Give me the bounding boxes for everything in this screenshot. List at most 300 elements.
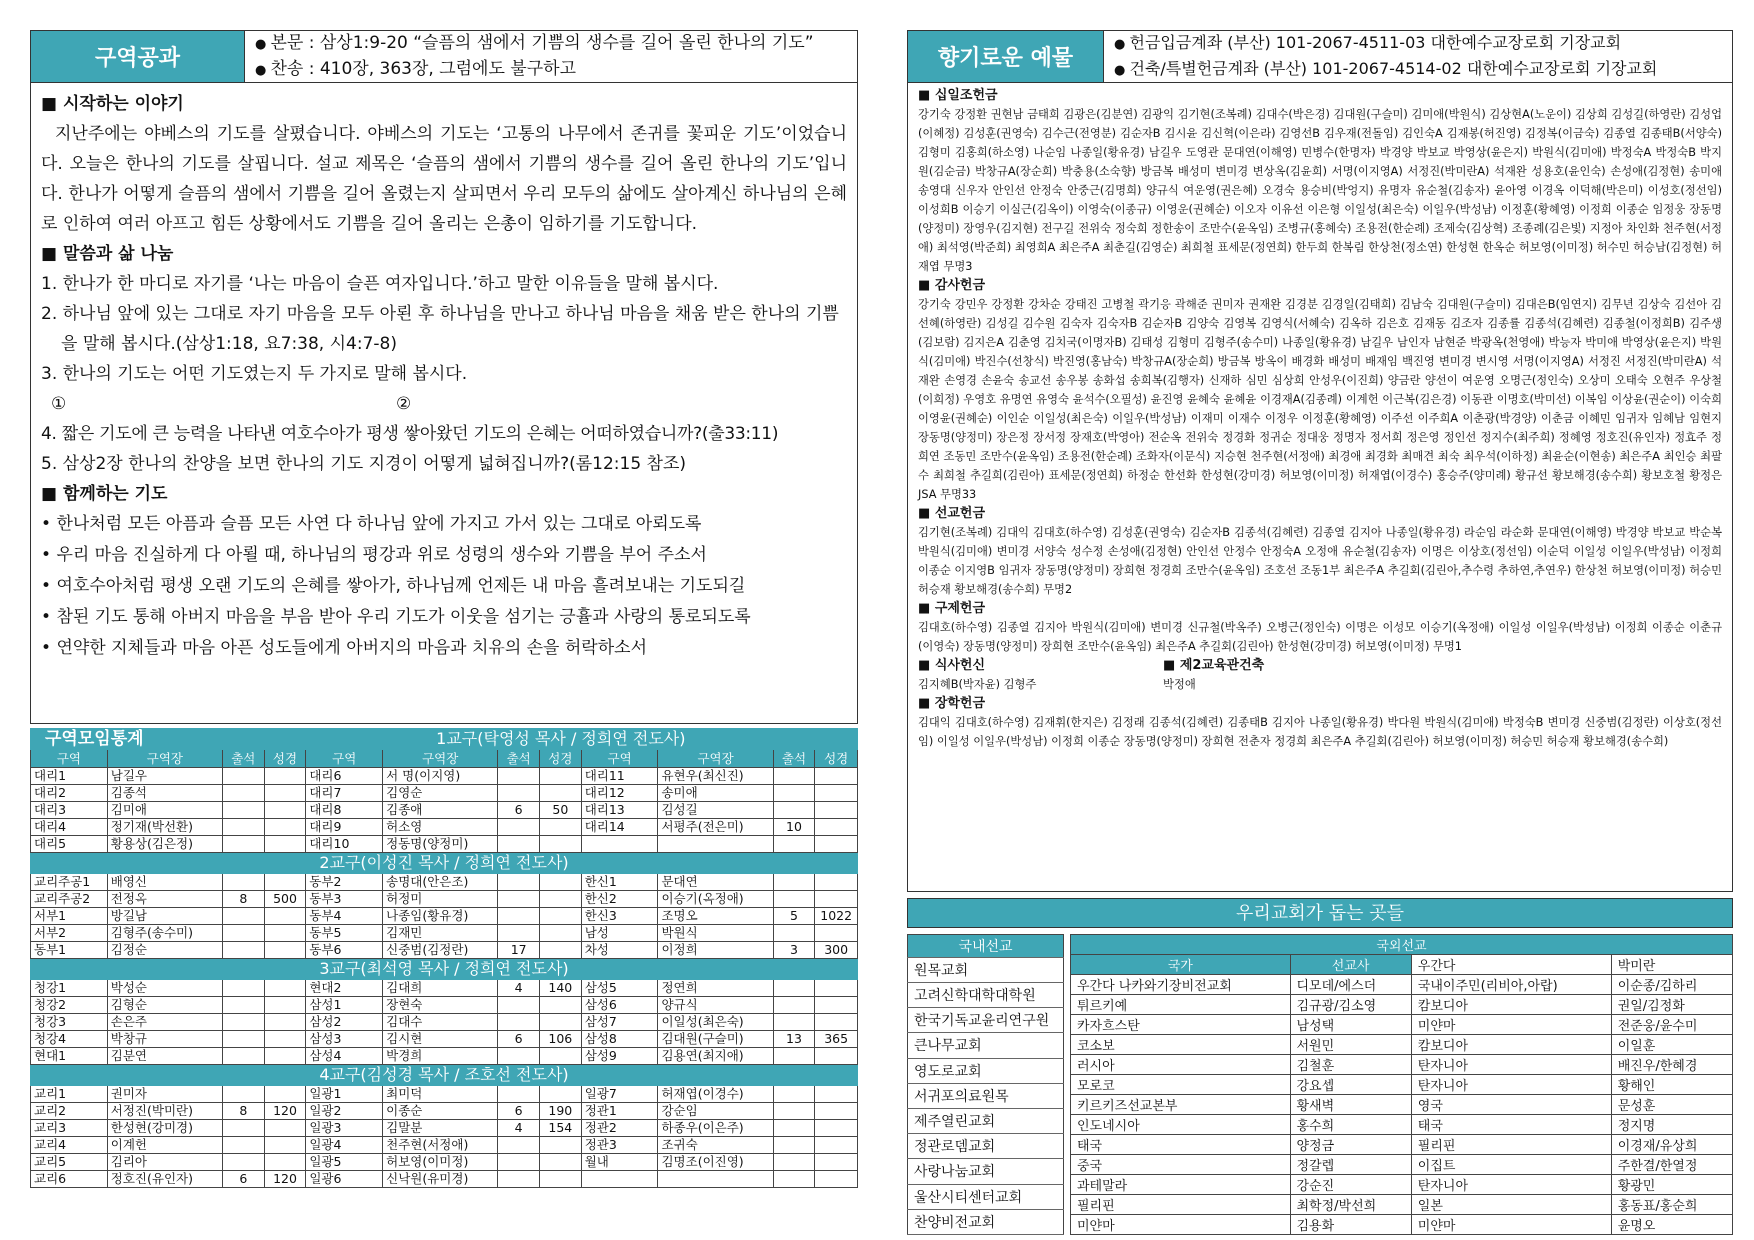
table-cell bbox=[773, 836, 815, 853]
table-cell: 일광2 bbox=[306, 1103, 383, 1120]
table-cell bbox=[264, 1086, 306, 1103]
table-cell: 조명오 bbox=[658, 908, 773, 925]
column-header: 출석 bbox=[773, 750, 815, 768]
table-row bbox=[1071, 1195, 1733, 1215]
column-header: 구역장 bbox=[107, 750, 222, 768]
table-cell bbox=[222, 1014, 264, 1031]
table-row bbox=[31, 1086, 858, 1103]
table-cell bbox=[540, 1048, 582, 1065]
table-cell: 김시현 bbox=[383, 1031, 498, 1048]
table-cell: 3 bbox=[773, 942, 815, 959]
table-cell: 김성길 bbox=[658, 802, 773, 819]
table-cell bbox=[658, 1171, 773, 1188]
table-cell: 남성택 bbox=[1290, 1015, 1411, 1035]
table-cell: 청강4 bbox=[31, 1031, 108, 1048]
table-cell: 모로코 bbox=[1071, 1075, 1291, 1095]
table-cell bbox=[773, 997, 815, 1014]
table-cell: 대리9 bbox=[306, 819, 383, 836]
tithe-names: 강기숙 강정환 권현남 금태희 김광은(김분연) 김광익 김기현(조복례) 김대수(박은경) 김대원(구슬미) 김미애(박원식) 김상현A(노운이) 김상희 김성길(하영란) 김성업(이혜정) 김성훈(권영숙) 김수근(전영분) 김순자B 김시윤 김신혁(이은라) 김영선B 김우재(전돌임) 김인숙A 김재봉(허진영) 김정복(이금숙) 김종열 김종태B(서양숙) 김형미 김홍희(하소영) 나순임 나종일(황유경) 남길우 도영관 문대연(이해영) 민병수(한명자) 박경양 박보교 박영상(윤은지) 박원식(김미애) 박정숙A 박정숙B 박지원(김순금) 박창규A(장순희) 박충용(소숙향) 방금복 배성미 변미경 변상옥(김윤희) 서명(이지영A) 서정진(박미란A) 석재완 성용호(윤인숙) 손성애(김정현) 송미애 송영대 신우자 안인선 안정숙 안중근(김명희) 양규식 여운영(권은혜) 오경숙 용승비(박엉지) 유명자 유순철(김송자) 윤아영 이경옥 이덕해(박은미) 이성호(정선임) 이성희B 이승기 이실근(김옥이) 이영숙(이종규) 이영운(권혜순) 이오자 이유선 이은형 이일성(최은숙) 이일우(박성남) 이정훈(황혜영) 이정희 이종순 임정웅 장동명(양정미) 장영우(김지현) 전구길 전위숙 정숙희 정한송이 조만수(윤옥임) 조병규(홍혜숙) 조용전(한순례) 조제숙(김상혁) 조종례(김은빛) 지정아 차인화 천주현(서정애) 최석영(박준희) 최영희A 최은주A 최춘길(김영순) 최희철 표세문(정연희) 한두희 한복림 한상천(정소연) 한성현 한옥순 허보영(이미정) 허수민 허승남(김정현) 허재엽 무명3 bbox=[918, 108, 1723, 273]
table-cell: 튀르키예 bbox=[1071, 995, 1291, 1015]
table-cell bbox=[815, 819, 858, 836]
table-cell bbox=[540, 908, 582, 925]
table-row bbox=[31, 836, 858, 853]
table-cell: 6 bbox=[222, 1171, 264, 1188]
column-header: 성경 bbox=[264, 750, 306, 768]
table-cell: 이집트 bbox=[1411, 1155, 1611, 1175]
table-cell: 황새벽 bbox=[1290, 1095, 1411, 1115]
table-cell bbox=[222, 819, 264, 836]
domestic-church: 제주열린교회 bbox=[908, 1108, 1064, 1133]
table-cell: 김분연 bbox=[107, 1048, 222, 1065]
table-cell bbox=[773, 1103, 815, 1120]
table-cell bbox=[264, 768, 306, 785]
table-row bbox=[31, 1048, 858, 1065]
table-cell bbox=[773, 1086, 815, 1103]
question-3: 3. 한나의 기도는 어떤 기도였는지 두 가지로 말해 봅시다. bbox=[41, 364, 468, 384]
table-cell: 정지명 bbox=[1611, 1115, 1732, 1135]
group-title: 2교구(이성진 목사 / 정희연 전도사) bbox=[31, 853, 858, 874]
stats-table bbox=[30, 728, 858, 1188]
table-cell: 삼성3 bbox=[306, 1031, 383, 1048]
table-cell bbox=[815, 836, 858, 853]
domestic-title: 국내선교 bbox=[908, 935, 1064, 958]
table-cell: 대리14 bbox=[581, 819, 658, 836]
table-row bbox=[1071, 995, 1733, 1015]
table-cell bbox=[222, 1031, 264, 1048]
table-cell bbox=[498, 925, 540, 942]
table-cell bbox=[815, 1137, 858, 1154]
table-cell bbox=[773, 1171, 815, 1188]
list-item bbox=[908, 1134, 1064, 1159]
table-cell: 대리8 bbox=[306, 802, 383, 819]
building-heading: ■ 제2교육관건축 bbox=[1163, 656, 1264, 675]
table-cell bbox=[264, 925, 306, 942]
table-row bbox=[1071, 1175, 1733, 1195]
table-cell: 동부6 bbox=[306, 942, 383, 959]
relief-heading: ■ 구제헌금 bbox=[918, 599, 1722, 618]
table-cell bbox=[222, 1137, 264, 1154]
table-cell: 황용상(김은정) bbox=[107, 836, 222, 853]
table-row bbox=[1071, 1035, 1733, 1055]
prayer-item: • 참된 기도 통해 아버지 마음을 부음 받아 우리 기도가 이웃을 섬기는 긍휼과 사랑의 통로되도록 bbox=[41, 602, 847, 633]
table-cell: 대리2 bbox=[31, 785, 108, 802]
table-cell bbox=[498, 908, 540, 925]
table-cell: 전정옥 bbox=[107, 891, 222, 908]
table-cell bbox=[773, 1014, 815, 1031]
prayer-item: • 연약한 지체들과 마음 아픈 성도들에게 아버지의 마음과 치유의 손을 허락하소서 bbox=[41, 633, 847, 664]
question-5: 5. 삼상2장 한나의 찬양을 보면 한나의 기도 지경이 어떻게 넓혀집니까?(롬12:15 참조) bbox=[41, 454, 687, 474]
group-header-row bbox=[31, 853, 858, 874]
domestic-church: 찬양비전교회 bbox=[908, 1209, 1064, 1234]
prayer-item: • 우리 마음 진실하게 다 아뢸 때, 하나님의 평강과 위로 성령의 생수와 기쁨을 부어 주소서 bbox=[41, 540, 847, 571]
table-cell bbox=[773, 768, 815, 785]
table-cell: 강순임 bbox=[658, 1103, 773, 1120]
table-cell: 서평주(전은미) bbox=[658, 819, 773, 836]
table-row bbox=[31, 980, 858, 997]
table-cell bbox=[815, 1048, 858, 1065]
table-cell: 동부2 bbox=[306, 874, 383, 891]
table-cell: 김대원(구슬미) bbox=[658, 1031, 773, 1048]
table-cell: 일본 bbox=[1411, 1195, 1611, 1215]
table-cell: 동부5 bbox=[306, 925, 383, 942]
table-cell: 김명조(이진영) bbox=[658, 1154, 773, 1171]
table-cell: 최미덕 bbox=[383, 1086, 498, 1103]
table-cell bbox=[773, 1120, 815, 1137]
table-cell: 중국 bbox=[1071, 1155, 1291, 1175]
offering-title: 향기로운 예물 bbox=[908, 31, 1104, 82]
table-cell: 손은주 bbox=[107, 1014, 222, 1031]
column-header: 박미란 bbox=[1611, 955, 1732, 975]
table-cell: 국내이주민(리비아,아랍) bbox=[1411, 975, 1611, 995]
table-cell: 대리5 bbox=[31, 836, 108, 853]
table-cell: 김말분 bbox=[383, 1120, 498, 1137]
help-title: 우리교회가 돕는 곳들 bbox=[907, 898, 1733, 928]
table-cell bbox=[498, 768, 540, 785]
table-cell bbox=[540, 1086, 582, 1103]
column-header: 구역장 bbox=[383, 750, 498, 768]
table-row bbox=[31, 1171, 858, 1188]
stats-column-header bbox=[31, 750, 858, 768]
table-cell: 106 bbox=[540, 1031, 582, 1048]
table-cell: 동부1 bbox=[31, 942, 108, 959]
table-cell: 박경희 bbox=[383, 1048, 498, 1065]
table-cell: 태국 bbox=[1411, 1115, 1611, 1135]
table-cell bbox=[498, 785, 540, 802]
table-cell: 일광4 bbox=[306, 1137, 383, 1154]
table-cell: 대리3 bbox=[31, 802, 108, 819]
table-cell: 정관2 bbox=[581, 1120, 658, 1137]
table-cell: 탄자니아 bbox=[1411, 1075, 1611, 1095]
list-item bbox=[908, 1108, 1064, 1133]
table-cell: 이계헌 bbox=[107, 1137, 222, 1154]
table-cell bbox=[773, 1137, 815, 1154]
table-row bbox=[31, 1014, 858, 1031]
table-cell bbox=[540, 836, 582, 853]
table-cell bbox=[540, 819, 582, 836]
table-cell: 서원민 bbox=[1290, 1035, 1411, 1055]
table-row bbox=[31, 891, 858, 908]
column-header: 구역 bbox=[581, 750, 658, 768]
lesson-header bbox=[31, 31, 857, 83]
intro-text: 지난주에는 야베스의 기도를 살폈습니다. 야베스의 기도는 ‘고통의 나무에서 존귀를 꽃피운 기도’이었습니다. 오늘은 한나의 기도를 살핍니다. 설교 제목은 ‘슬픔의 샘에서 기쁨의 생수를 길어 올린 한나의 기도’입니다. 한나가 어떻게 슬픔의 샘에서 기쁨을 길어 올렸는지 살피면서 우리 모두의 삶에도 살아계신 하나님의 은혜로 인하여 여러 아프고 힘든 상황에서도 기쁨을 길어 올리는 은총이 임하기를 기도합니다. bbox=[41, 124, 847, 234]
domestic-church: 사랑나눔교회 bbox=[908, 1159, 1064, 1184]
table-cell: 하종우(이은주) bbox=[658, 1120, 773, 1137]
table-cell: 한신1 bbox=[581, 874, 658, 891]
dedication-heading: ■ 식사헌신 bbox=[918, 656, 1163, 675]
table-cell: 김규광/김소영 bbox=[1290, 995, 1411, 1015]
table-row bbox=[31, 1154, 858, 1171]
table-cell: 필리핀 bbox=[1411, 1135, 1611, 1155]
help-panel bbox=[907, 898, 1733, 1234]
table-cell: 윤명오 bbox=[1611, 1215, 1732, 1235]
table-row bbox=[31, 942, 858, 959]
offering-panel bbox=[907, 30, 1733, 892]
table-cell: 이정희 bbox=[658, 942, 773, 959]
table-cell bbox=[815, 802, 858, 819]
column-header: 성경 bbox=[540, 750, 582, 768]
table-cell bbox=[264, 1137, 306, 1154]
table-cell: 황광민 bbox=[1611, 1175, 1732, 1195]
table-cell bbox=[498, 836, 540, 853]
table-cell: 주한결/한열정 bbox=[1611, 1155, 1732, 1175]
table-cell: 남길우 bbox=[107, 768, 222, 785]
table-cell: 우간다 나카와기장비전교회 bbox=[1071, 975, 1291, 995]
table-cell: 코소보 bbox=[1071, 1035, 1291, 1055]
domestic-church: 큰나무교회 bbox=[908, 1033, 1064, 1058]
table-cell: 허보영(이미정) bbox=[383, 1154, 498, 1171]
table-cell bbox=[815, 1086, 858, 1103]
table-cell: 김영순 bbox=[383, 785, 498, 802]
column-header: 국가 bbox=[1071, 955, 1291, 975]
table-cell bbox=[222, 980, 264, 997]
table-cell: 탄자니아 bbox=[1411, 1055, 1611, 1075]
table-cell bbox=[498, 1137, 540, 1154]
table-cell bbox=[498, 819, 540, 836]
table-cell: 정관1 bbox=[581, 1103, 658, 1120]
building-names: 박정애 bbox=[1163, 678, 1196, 691]
group-title: 4교구(김성경 목사 / 조호선 전도사) bbox=[31, 1065, 858, 1086]
table-cell bbox=[222, 1048, 264, 1065]
table-cell: 배영신 bbox=[107, 874, 222, 891]
table-cell: 홍동표/홍순희 bbox=[1611, 1195, 1732, 1215]
table-cell: 탄자니아 bbox=[1411, 1175, 1611, 1195]
table-cell bbox=[222, 1086, 264, 1103]
talk-heading: ■ 말씀과 삶 나눔 bbox=[41, 239, 847, 269]
table-cell: 이종순 bbox=[383, 1103, 498, 1120]
table-cell bbox=[222, 874, 264, 891]
table-cell: 강요셉 bbox=[1290, 1075, 1411, 1095]
table-cell: 교리주공2 bbox=[31, 891, 108, 908]
table-cell: 남성 bbox=[581, 925, 658, 942]
table-cell: 정호진(유인자) bbox=[107, 1171, 222, 1188]
table-cell bbox=[540, 785, 582, 802]
table-cell: 정관3 bbox=[581, 1137, 658, 1154]
table-cell: 김리아 bbox=[107, 1154, 222, 1171]
table-cell: 허소영 bbox=[383, 819, 498, 836]
table-cell: 차성 bbox=[581, 942, 658, 959]
table-cell: 박창규 bbox=[107, 1031, 222, 1048]
list-item bbox=[908, 1083, 1064, 1108]
table-cell bbox=[540, 874, 582, 891]
table-cell: 권미자 bbox=[107, 1086, 222, 1103]
table-row bbox=[31, 768, 858, 785]
table-cell bbox=[498, 1014, 540, 1031]
table-cell bbox=[773, 785, 815, 802]
lesson-panel bbox=[30, 30, 858, 724]
table-cell bbox=[264, 1014, 306, 1031]
table-cell: 4 bbox=[498, 980, 540, 997]
table-cell: 최학정/박선희 bbox=[1290, 1195, 1411, 1215]
table-cell bbox=[222, 836, 264, 853]
table-cell: 청강3 bbox=[31, 1014, 108, 1031]
table-row bbox=[31, 908, 858, 925]
table-cell bbox=[222, 1154, 264, 1171]
table-cell: 삼성4 bbox=[306, 1048, 383, 1065]
column-header: 구역장 bbox=[658, 750, 773, 768]
stats-title-row bbox=[31, 729, 858, 750]
table-cell: 양규식 bbox=[658, 997, 773, 1014]
table-cell bbox=[222, 942, 264, 959]
table-cell: 삼성2 bbox=[306, 1014, 383, 1031]
table-cell: 청강2 bbox=[31, 997, 108, 1014]
table-cell: 이일성(최은숙) bbox=[658, 1014, 773, 1031]
table-cell bbox=[581, 836, 658, 853]
table-row bbox=[1071, 975, 1733, 995]
column-header: 선교사 bbox=[1290, 955, 1411, 975]
table-cell bbox=[222, 768, 264, 785]
table-cell: 홍수희 bbox=[1290, 1115, 1411, 1135]
table-cell: 대리12 bbox=[581, 785, 658, 802]
prayer-item: • 여호수아처럼 평생 오랜 기도의 은혜를 쌓아가, 하나님께 언제든 내 마음 흘려보내는 기도되길 bbox=[41, 571, 847, 602]
table-cell: 삼성8 bbox=[581, 1031, 658, 1048]
table-cell: 현대1 bbox=[31, 1048, 108, 1065]
table-cell bbox=[540, 925, 582, 942]
list-item bbox=[908, 1033, 1064, 1058]
list-item bbox=[908, 982, 1064, 1007]
table-cell: 과테말라 bbox=[1071, 1175, 1291, 1195]
table-cell: 김정순 bbox=[107, 942, 222, 959]
stats-title: 구역모임통계 bbox=[31, 729, 265, 750]
table-cell bbox=[815, 891, 858, 908]
table-cell: 140 bbox=[540, 980, 582, 997]
table-cell: 대리10 bbox=[306, 836, 383, 853]
table-cell: 미얀마 bbox=[1411, 1015, 1611, 1035]
table-cell: 이일훈 bbox=[1611, 1035, 1732, 1055]
table-cell: 삼성7 bbox=[581, 1014, 658, 1031]
table-cell: 교리2 bbox=[31, 1103, 108, 1120]
table-cell: 신중범(김정란) bbox=[383, 942, 498, 959]
answer-2-marker: ② bbox=[396, 394, 412, 414]
table-cell bbox=[540, 1171, 582, 1188]
table-cell: 정갈렙 bbox=[1290, 1155, 1411, 1175]
domestic-church: 울산시티센터교회 bbox=[908, 1184, 1064, 1209]
table-cell bbox=[773, 925, 815, 942]
table-cell: 현대2 bbox=[306, 980, 383, 997]
table-cell bbox=[540, 1154, 582, 1171]
table-cell: 서부1 bbox=[31, 908, 108, 925]
table-cell: 김용화 bbox=[1290, 1215, 1411, 1235]
table-cell: 서부2 bbox=[31, 925, 108, 942]
table-row bbox=[1071, 1015, 1733, 1035]
table-cell: 삼성6 bbox=[581, 997, 658, 1014]
thanks-names: 강기숙 강민우 강정환 강차순 강태진 고병철 곽기응 곽해준 권미자 권재완 김경분 김경일(김태희) 김남숙 김대원(구슬미) 김대은B(임연지) 김무년 김상숙 김선아 김선혜(하영란) 김성길 김수원 김숙자 김숙자B 김순자B 김양숙 김영복 김영식(서혜숙) 김옥하 김은호 김재동 김조자 김종률 김종석(김혜련) 김종철(이정희B) 김주생(김보람) 김지은A 김춘영 김치국(이명자B) 김태성 김형미 김형주(송수미) 나종일(황유경) 남길우 남인자 남현준 박광옥(천영애) 박능자 박미애 박영상(윤은지) 박원식(김미애) 박진수(선창식) 박진영(홍남숙) 박창규A(장순희) 방금복 방옥이 배경화 배성미 배재임 백진영 변미경 변시영 서명(이지영A) 서정진 서정진(박미란A) 석재완 손영경 손윤숙 송교선 송우봉 송화섭 송희복(김행자) 신재하 심민 심상희 안성우(이진희) 양금란 양선이 여운영 오명근(정인숙) 오상미 오태숙 오현주 우상철(이희정) 우영호 유명연 유영숙 윤석수(오필성) 윤진영 윤혜숙 윤혜윤 이경재A(김종례) 이계헌 이근복(김은경) 이동관 이명호(박미선) 이복임 이상윤(권순이) 이숙희 이영윤(권혜순) 이인순 이일성(최은숙) 이일우(박성남) 이재미 이재수 이정우 이정훈(황혜영) 이주선 이주희A 이춘광(박경양) 이춘금 이혜민 임귀자 임혜남 임현지 장동명(양정미) 장은정 장서정 장재호(박영아) 전순옥 전위숙 정경화 정귀순 정대웅 정명자 정서희 정은영 정인선 정지수(최주희) 정혜영 정호진(유인자) 정효주 정희연 조동민 조만수(윤옥임) 조용전(한순례) 조화자(이문식) 지승현 천주현(서정애) 최경애 최경화 최매견 최숙 최우석(이하정) 최윤순(이현송) 최은주A 최인승 최팔수 최희철 추길희(김린아) 표세문(정연희) 하정순 한선화 한성현(강미경) 허보영(이미정) 허재엽(이경수) 홍승주(양미례) 황규선 황보해경(송수희) 황보호철 황정은 JSA 무명33 bbox=[918, 298, 1722, 501]
table-cell bbox=[498, 1048, 540, 1065]
table-cell bbox=[773, 1048, 815, 1065]
table-cell bbox=[498, 1171, 540, 1188]
table-cell: 박성순 bbox=[107, 980, 222, 997]
table-cell: 송미애 bbox=[658, 785, 773, 802]
table-row bbox=[1071, 1215, 1733, 1235]
table-cell: 6 bbox=[498, 1031, 540, 1048]
table-cell: 4 bbox=[498, 1120, 540, 1137]
offering-header bbox=[908, 31, 1732, 83]
table-cell bbox=[658, 836, 773, 853]
table-cell bbox=[264, 819, 306, 836]
table-cell: 카자흐스탄 bbox=[1071, 1015, 1291, 1035]
table-cell bbox=[540, 942, 582, 959]
table-cell bbox=[264, 785, 306, 802]
column-header: 구역 bbox=[31, 750, 108, 768]
table-cell: 삼성1 bbox=[306, 997, 383, 1014]
table-cell bbox=[815, 997, 858, 1014]
prayer-heading: ■ 함께하는 기도 bbox=[41, 479, 847, 509]
table-row bbox=[31, 1103, 858, 1120]
table-cell: 8 bbox=[222, 891, 264, 908]
table-cell: 김종애 bbox=[383, 802, 498, 819]
question-3-answers bbox=[41, 389, 847, 419]
table-cell bbox=[540, 768, 582, 785]
table-cell: 미얀마 bbox=[1071, 1215, 1291, 1235]
relief-names: 김대호(하수영) 김종열 김지아 박원식(김미애) 변미경 신규철(박옥주) 오병근(정인숙) 이명은 이성모 이승기(옥정애) 이일성 이일우(박성남) 이정희 이종순 이춘규(이영숙) 장동명(양정미) 장희현 조만수(윤옥임) 최은주A 추길회(김린아) 한성현(강미경) 허보영(이미정) 무명1 bbox=[918, 621, 1722, 653]
table-cell: 청강1 bbox=[31, 980, 108, 997]
table-cell: 10 bbox=[773, 819, 815, 836]
table-cell: 배진우/한혜경 bbox=[1611, 1055, 1732, 1075]
table-cell: 정연희 bbox=[658, 980, 773, 997]
table-row bbox=[31, 1120, 858, 1137]
group-header-row bbox=[31, 959, 858, 980]
table-cell: 미얀마 bbox=[1411, 1215, 1611, 1235]
table-cell bbox=[773, 1154, 815, 1171]
list-item bbox=[908, 1058, 1064, 1083]
table-cell bbox=[264, 874, 306, 891]
table-cell bbox=[222, 925, 264, 942]
table-cell: 교리3 bbox=[31, 1120, 108, 1137]
table-row bbox=[31, 819, 858, 836]
table-cell bbox=[222, 997, 264, 1014]
table-cell bbox=[815, 1103, 858, 1120]
table-cell: 정기재(박선환) bbox=[107, 819, 222, 836]
table-cell bbox=[815, 768, 858, 785]
table-cell bbox=[264, 1120, 306, 1137]
table-cell bbox=[815, 785, 858, 802]
table-cell: 김대수 bbox=[383, 1014, 498, 1031]
table-cell bbox=[815, 1154, 858, 1171]
table-row bbox=[1071, 1075, 1733, 1095]
domestic-church: 영도로교회 bbox=[908, 1058, 1064, 1083]
table-cell: 일광6 bbox=[306, 1171, 383, 1188]
table-cell: 동부3 bbox=[306, 891, 383, 908]
table-cell: 일광1 bbox=[306, 1086, 383, 1103]
table-cell bbox=[264, 802, 306, 819]
table-cell: 김종석 bbox=[107, 785, 222, 802]
table-cell bbox=[581, 1171, 658, 1188]
question-2: 2. 하나님 앞에 있는 그대로 자기 마음을 모두 아뢴 후 하나님을 만나고 하나님 마음을 채움 받은 한나의 기쁨을 말해 봅시다.(삼상1:18, 요7:38, 시4:7-8) bbox=[41, 304, 839, 354]
table-cell bbox=[264, 1031, 306, 1048]
intro-heading: ■ 시작하는 이야기 bbox=[41, 89, 847, 119]
domestic-church: 고려신학대학대학원 bbox=[908, 982, 1064, 1007]
table-cell: 300 bbox=[815, 942, 858, 959]
table-row bbox=[1071, 1155, 1733, 1175]
table-cell: 월내 bbox=[581, 1154, 658, 1171]
table-cell bbox=[815, 1171, 858, 1188]
table-cell bbox=[815, 980, 858, 997]
list-item bbox=[908, 1184, 1064, 1209]
table-cell: 6 bbox=[498, 802, 540, 819]
table-cell: 서 명(이지영) bbox=[383, 768, 498, 785]
foreign-title: 국외선교 bbox=[1071, 935, 1733, 955]
table-cell: 태국 bbox=[1071, 1135, 1291, 1155]
mission-heading: ■ 선교헌금 bbox=[918, 504, 1722, 523]
table-row bbox=[31, 997, 858, 1014]
table-cell: 8 bbox=[222, 1103, 264, 1120]
domestic-mission-table bbox=[907, 934, 1064, 1235]
group-title: 1교구(탁영성 목사 / 정희연 전도사) bbox=[264, 729, 857, 750]
table-cell: 김철훈 bbox=[1290, 1055, 1411, 1075]
table-cell: 대리11 bbox=[581, 768, 658, 785]
table-cell: 조귀숙 bbox=[658, 1137, 773, 1154]
table-cell: 5 bbox=[773, 908, 815, 925]
account-1: ● 헌금입금계좌 (부산) 101-2067-4511-03 대한예수교장로회 기장교회 bbox=[1114, 31, 1657, 57]
